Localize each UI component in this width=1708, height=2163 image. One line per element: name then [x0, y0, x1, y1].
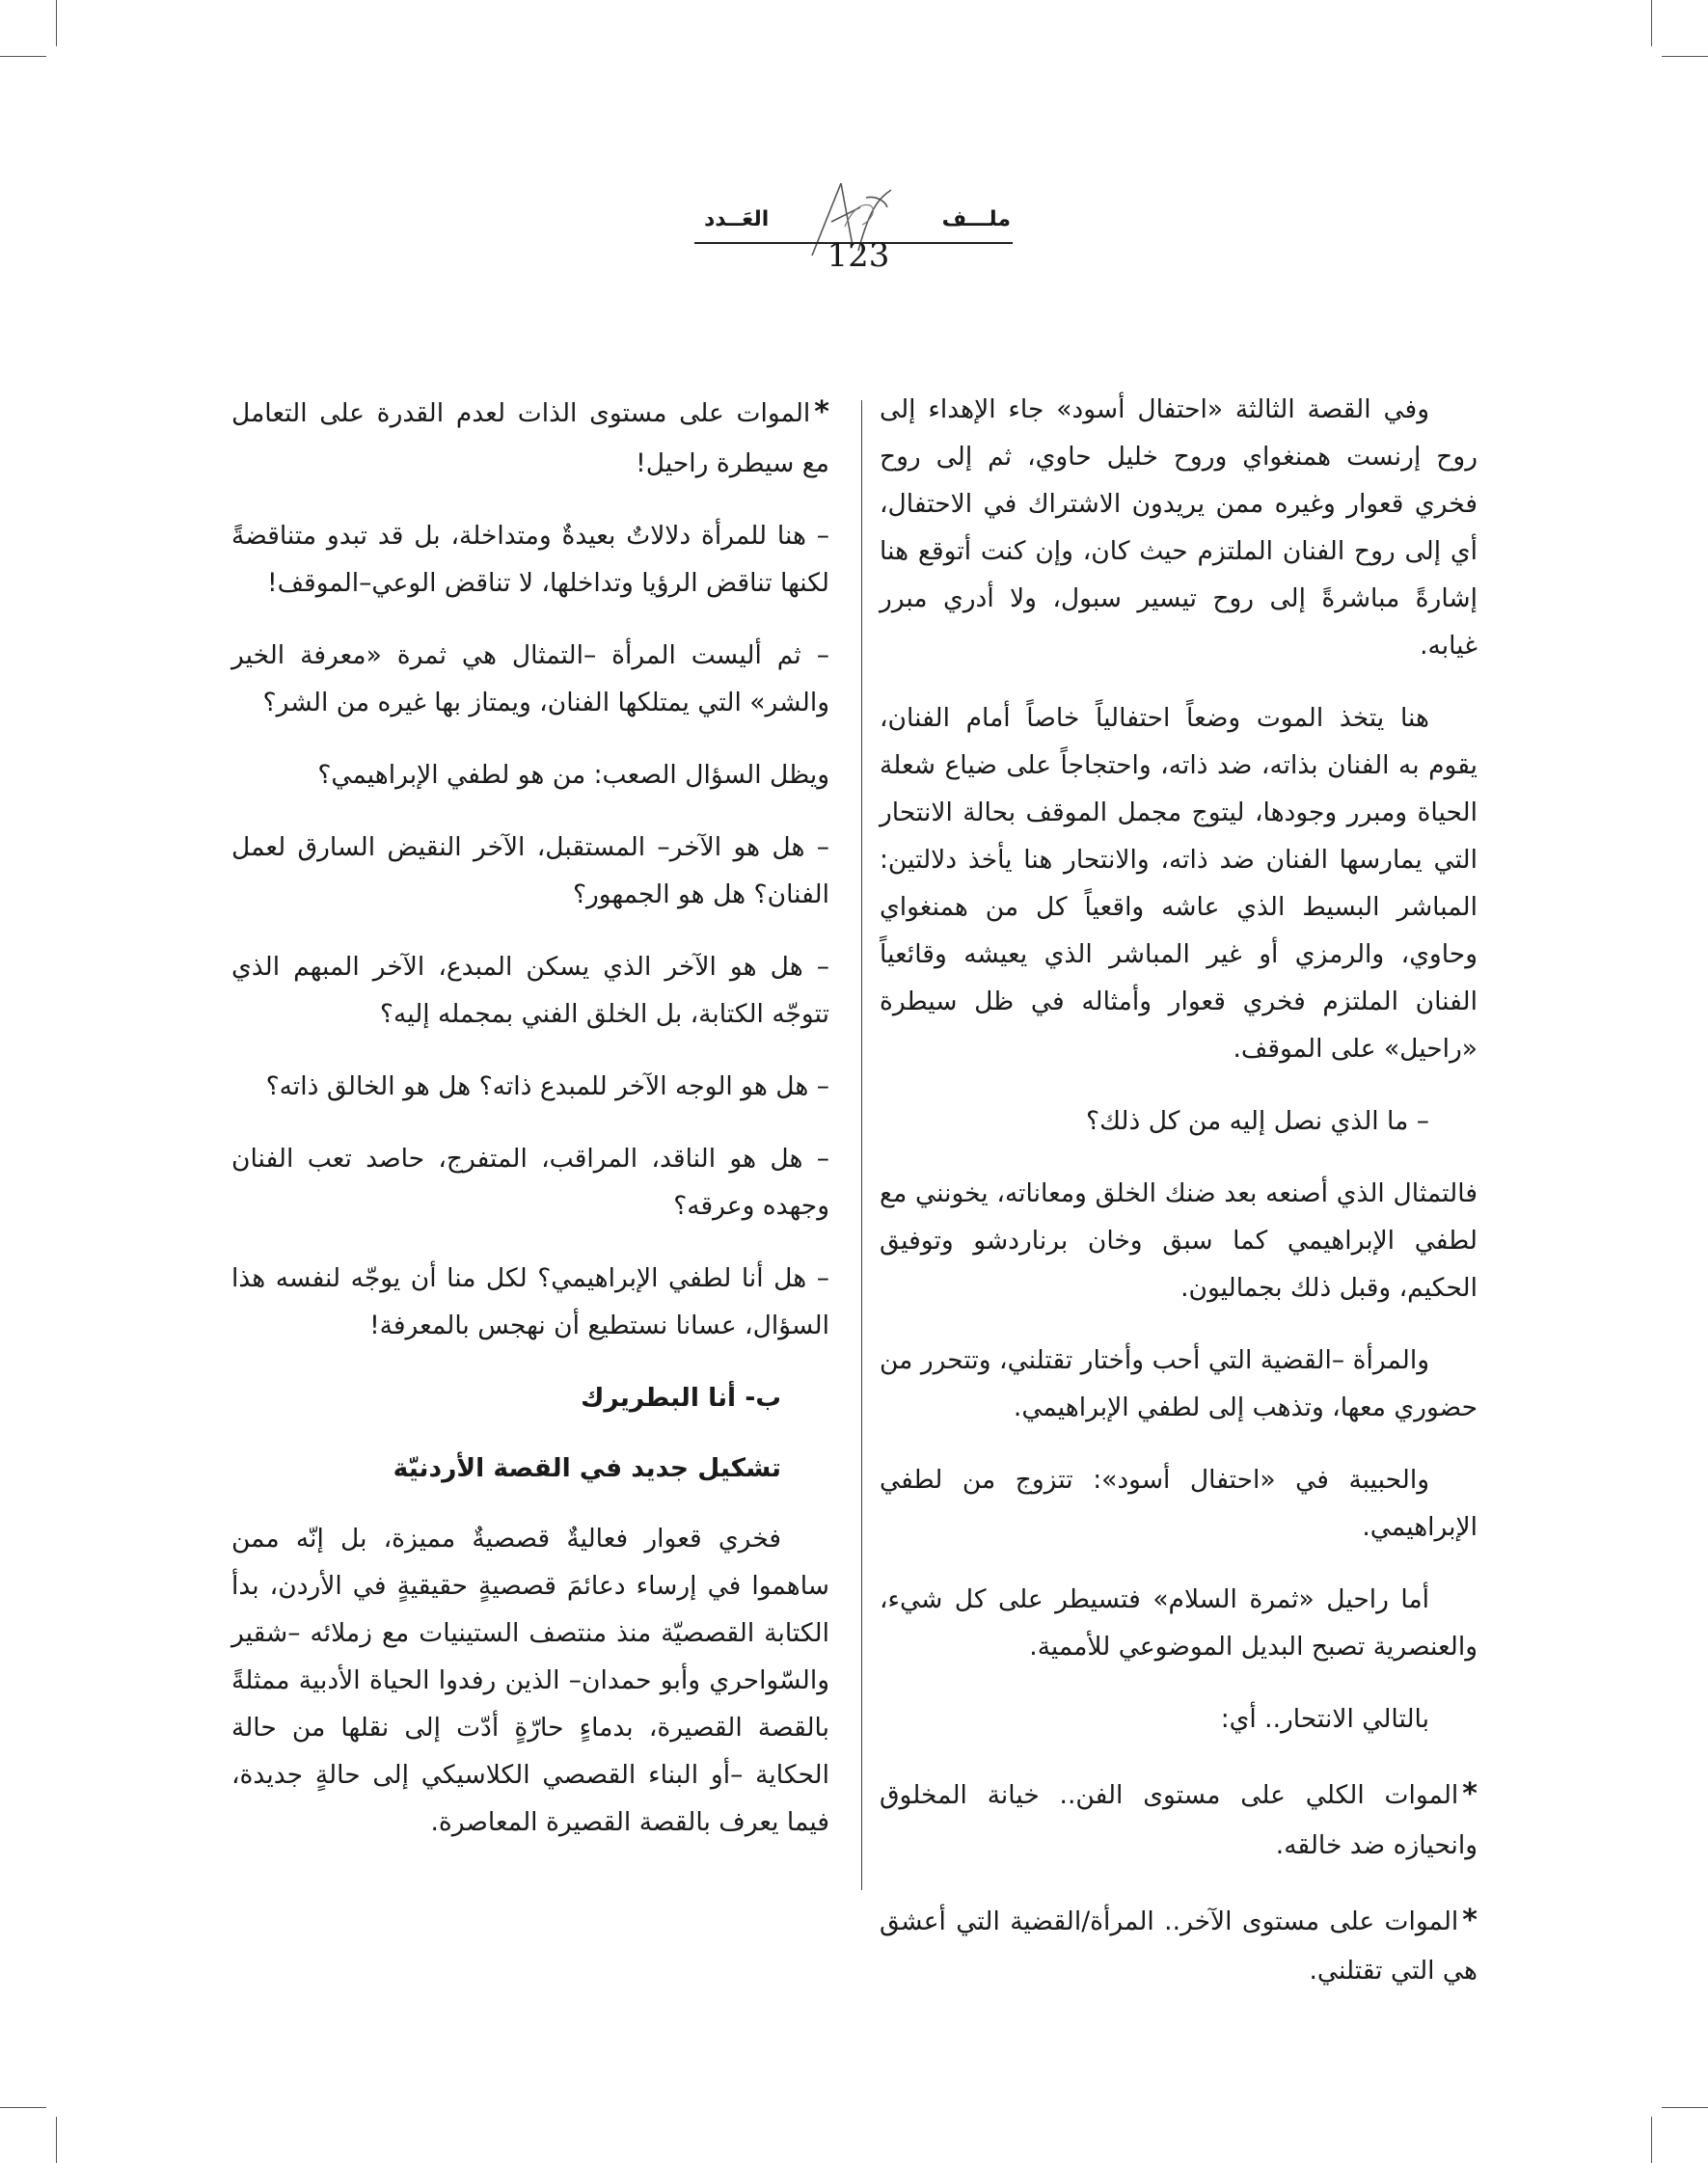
paragraph-text: الموات الكلي على مستوى الفن.. خيانة المخلوق وانحيازه ضد خالقه.	[880, 1780, 1478, 1860]
paragraph: هنا يتخذ الموت وضعاً احتفالياً خاصاً أمام الفنان، يقوم به الفنان بذاته، ضد ذاته، واحتجاجاً على ضياع شعلة الحياة ومبرر وجودها، ليتوج مجمل الموقف بحالة الانتحار التي يمارسها الفنان ضد ذاته، والانتحار هنا يأخذ دلالتين: المباشر البسيط الذي عاشه واقعياً كل من همنغواي وحاوي، والرمزي أو غير المباشر الذي يعيشه وقائعياً الفنان الملتزم فخري قعوار وأمثاله في ظل سيطرة «راحيل» على الموقف.	[880, 703, 1478, 1065]
paragraph: – هل هو الناقد، المراقب، المتفرج، حاصد تعب الفنان وجهده وعرقه؟	[231, 1143, 829, 1221]
section-heading: ب- أنا البطريرك	[581, 1382, 781, 1413]
paragraph: – هل هو الآخر– المستقبل، الآخر النقيض السارق لعمل الفنان؟ هل هو الجمهور؟	[231, 831, 829, 909]
paragraph: ويظل السؤال الصعب: من هو لطفي الإبراهيمي؟	[317, 759, 829, 790]
crop-mark-bottom-right-v	[1651, 2117, 1652, 2163]
bullet-paragraph	[880, 1894, 1478, 1995]
paragraph-text: الموات على مستوى الذات لعدم القدرة على التعامل مع سيطرة راحيل!	[231, 398, 829, 478]
bullet-paragraph	[231, 386, 829, 487]
paragraph-text: الموات على مستوى الآخر.. المرأة/القضية التي أعشق هي التي تقتلني.	[880, 1906, 1478, 1987]
crop-mark-bottom-right-h	[1662, 2107, 1708, 2108]
paragraph: – ثم أليست المرأة –التمثال هي ثمرة «معرفة الخير والشر» التي يمتلكها الفنان، ويمتاز بها غيره من الشر؟	[231, 639, 829, 717]
paragraph: وفي القصة الثالثة «احتفال أسود» جاء الإهداء إلى روح إرنست همنغواي وروح خليل حاوي، ثم إلى روح فخري قعوار وغيره ممن يريدون الاشتراك في الاحتفال، أي إلى روح الفنان الملتزم حيث كان، وإن كنت أتوقع هنا إشارةً مباشرةً إلى روح تيسير سبول، ولا أدري مبرر غيابه.	[880, 394, 1478, 662]
paragraph: – هل هو الآخر الذي يسكن المبدع، الآخر المبهم الذي تتوجّه الكتابة، بل الخلق الفني بمجمله إليه؟	[231, 951, 829, 1029]
issue-label: العَــدد	[704, 207, 770, 231]
paragraph: – هل أنا لطفي الإبراهيمي؟ لكل منا أن يوجّه لنفسه هذا السؤال، عسانا نستطيع أن نهجس بالمعرفة!	[231, 1262, 829, 1340]
paragraph: بالتالي الانتحار.. أي:	[1220, 1704, 1429, 1735]
bullet-star: *	[1462, 1777, 1478, 1812]
page-number: 123	[827, 236, 890, 275]
paragraph: – هل هو الوجه الآخر للمبدع ذاته؟ هل هو الخالق ذاته؟	[265, 1070, 829, 1101]
left-column	[231, 386, 829, 1871]
crop-mark-bottom-left-h	[0, 2107, 46, 2108]
bullet-paragraph	[880, 1768, 1478, 1869]
paragraph: أما راحيل «ثمرة السلام» فتسيطر على كل شيء، والعنصرية تصبح البديل الموضوعي للأممية.	[880, 1584, 1478, 1663]
paragraph: – هنا للمرأة دلالاتٌ بعيدةٌ ومتداخلة، بل قد تبدو متناقضةً لكنها تناقض الرؤيا وتداخلها، لا تناقض الوعي–الموقف!	[231, 520, 829, 598]
column-divider	[861, 400, 862, 1890]
crop-mark-bottom-left-v	[56, 2117, 57, 2163]
crop-mark-top-left-v	[56, 0, 57, 46]
right-column	[880, 386, 1478, 2019]
paragraph: والحبيبة في «احتفال أسود»: تتزوج من لطفي الإبراهيمي.	[880, 1465, 1478, 1543]
paragraph: – ما الذي نصل إليه من كل ذلك؟	[1086, 1106, 1429, 1137]
crop-mark-top-left-h	[0, 56, 46, 57]
section-label: ملـــف	[941, 207, 1011, 231]
paragraph: فالتمثال الذي أصنعه بعد ضنك الخلق ومعاناته، يخونني مع لطفي الإبراهيمي كما سبق وخان برناردشو وتوفيق الحكيم، وقبل ذلك بجماليون.	[880, 1178, 1478, 1304]
section-subheading: تشكيل جديد في القصة الأردنيّة	[393, 1452, 781, 1483]
crop-mark-top-right-v	[1651, 0, 1652, 46]
paragraph: والمرأة –القضية التي أحب وأختار تقتلني، وتتحرر من حضوري معها، وتذهب إلى لطفي الإبراهيمي.	[880, 1345, 1478, 1423]
paragraph: فخري قعوار فعاليةٌ قصصيةٌ مميزة، بل إنّه ممن ساهموا في إرساء دعائمَ قصصيةٍ حقيقيةٍ في الأردن، بدأ الكتابة القصصيّة منذ منتصف الستينيات مع زملائه –شقير والسّواحري وأبو حمدان– الذين رفدوا الحياة الأدبية ممثلةً بالقصة القصيرة، بدماءٍ حارّةٍ أدّت إلى نقلها من حالة الحكاية –أو البناء القصصي الكلاسيكي إلى حالةٍ جديدة، فيما يعرف بالقصة القصيرة المعاصرة.	[231, 1523, 829, 1837]
bullet-star: *	[814, 395, 829, 429]
bullet-star: *	[1462, 1903, 1478, 1937]
crop-mark-top-right-h	[1662, 56, 1708, 57]
